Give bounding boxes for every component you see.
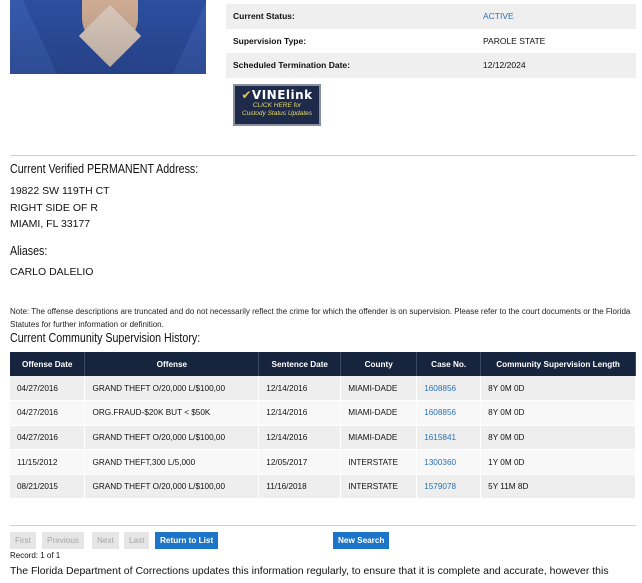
return-to-list-button[interactable]: Return to List	[155, 532, 218, 549]
supervision-type-label: Supervision Type:	[233, 35, 307, 46]
vinelink-line1: CLICK HERE for	[252, 102, 302, 109]
offense-cell: ORG.FRAUD-$20K BUT < $50K	[85, 401, 259, 426]
sentence-date-cell: 11/16/2018	[259, 474, 341, 499]
address-line1: 19822 SW 119TH CT	[10, 185, 110, 197]
last-button[interactable]: Last	[124, 532, 149, 549]
aliases-heading: Aliases:	[10, 243, 48, 258]
history-heading: Current Community Supervision History:	[10, 330, 201, 345]
vinelink-logo	[239, 88, 315, 102]
col-offense-date[interactable]: Offense Date	[10, 352, 85, 376]
col-offense[interactable]: Offense	[85, 352, 259, 376]
status-label: Current Status:	[226, 4, 476, 29]
supervision-history-table	[10, 352, 636, 499]
offense-date-cell: 04/27/2016	[10, 425, 85, 450]
supervision-length-cell: 1Y 0M 0D	[481, 450, 636, 475]
status-value-link[interactable]: ACTIVE	[476, 4, 636, 29]
first-button[interactable]: First	[10, 532, 36, 549]
supervision-type-row	[226, 29, 636, 54]
table-row	[10, 401, 636, 426]
supervision-info-table	[226, 4, 636, 78]
offense-date-cell: 08/21/2015	[10, 474, 85, 499]
offense-cell: GRAND THEFT O/20,000 L/$100,00	[85, 425, 259, 450]
offense-cell: GRAND THEFT,300 L/5,000	[85, 450, 259, 475]
case-no-link[interactable]: 1579078	[417, 474, 481, 499]
termination-date-value: 12/12/2024	[476, 53, 636, 78]
case-no-link[interactable]: 1300360	[417, 450, 481, 475]
table-row	[10, 376, 636, 401]
col-county[interactable]: County	[341, 352, 417, 376]
record-count: Record: 1 of 1	[10, 551, 61, 560]
offense-note: Note: The offense descriptions are truncated and do not necessarily reflect the crime for which the offender is on supervision. Please refer to the court documents or the Florida Statutes for further information or definition.	[10, 307, 631, 329]
sentence-date-cell: 12/14/2016	[259, 376, 341, 401]
col-supervision-length[interactable]: Community Supervision Length	[481, 352, 636, 376]
offense-date-cell: 04/27/2016	[10, 401, 85, 426]
next-button[interactable]: Next	[92, 532, 119, 549]
offender-photo	[10, 0, 206, 74]
table-header-row	[10, 352, 636, 376]
vinelink-title-prefix: VINE	[251, 88, 286, 102]
supervision-length-cell: 5Y 11M 8D	[481, 474, 636, 499]
status-row	[226, 4, 636, 29]
sentence-date-cell: 12/05/2017	[259, 450, 341, 475]
vinelink-line2: Custody Status Updates	[241, 109, 313, 117]
disclaimer-text: The Florida Department of Corrections updates this information regularly, to ensure that it is complete and accurate, however this	[10, 565, 609, 577]
table-row	[10, 450, 636, 475]
offense-cell: GRAND THEFT O/20,000 L/$100,00	[85, 474, 259, 499]
sentence-date-cell: 12/14/2016	[259, 425, 341, 450]
address-line3: MIAMI, FL 33177	[10, 218, 91, 230]
offense-cell: GRAND THEFT O/20,000 L/$100,00	[85, 376, 259, 401]
col-case-no[interactable]: Case No.	[417, 352, 481, 376]
supervision-length-cell: 8Y 0M 0D	[481, 425, 636, 450]
case-no-link[interactable]: 1608856	[417, 376, 481, 401]
new-search-button[interactable]: New Search	[333, 532, 389, 549]
table-row	[10, 474, 636, 499]
termination-date-label: Scheduled Termination Date:	[226, 53, 476, 78]
vinelink-banner[interactable]	[233, 84, 321, 126]
county-cell: INTERSTATE	[341, 450, 417, 475]
sentence-date-cell: 12/14/2016	[259, 401, 341, 426]
case-no-link[interactable]: 1608856	[417, 401, 481, 426]
divider	[10, 525, 636, 526]
address-block	[10, 183, 110, 233]
supervision-length-cell: 8Y 0M 0D	[481, 401, 636, 426]
previous-button[interactable]: Previous	[42, 532, 84, 549]
county-cell: INTERSTATE	[341, 474, 417, 499]
divider	[10, 155, 636, 156]
alias-value: CARLO DALELIO	[10, 266, 94, 278]
supervision-type-value: PAROLE STATE	[483, 35, 546, 46]
vinelink-title-suffix: link	[285, 88, 313, 102]
vinelink-check-icon: ✔	[241, 88, 252, 102]
county-cell: MIAMI-DADE	[341, 425, 417, 450]
address-heading: Current Verified PERMANENT Address:	[10, 161, 199, 176]
address-line2: RIGHT SIDE OF R	[10, 201, 98, 214]
supervision-length-cell: 8Y 0M 0D	[481, 376, 636, 401]
termination-date-row	[226, 53, 636, 78]
col-sentence-date[interactable]: Sentence Date	[259, 352, 341, 376]
offense-date-cell: 11/15/2012	[10, 450, 85, 475]
offense-date-cell: 04/27/2016	[10, 376, 85, 401]
case-no-link[interactable]: 1615841	[417, 425, 481, 450]
county-cell: MIAMI-DADE	[341, 376, 417, 401]
county-cell: MIAMI-DADE	[341, 401, 417, 426]
table-row	[10, 425, 636, 450]
